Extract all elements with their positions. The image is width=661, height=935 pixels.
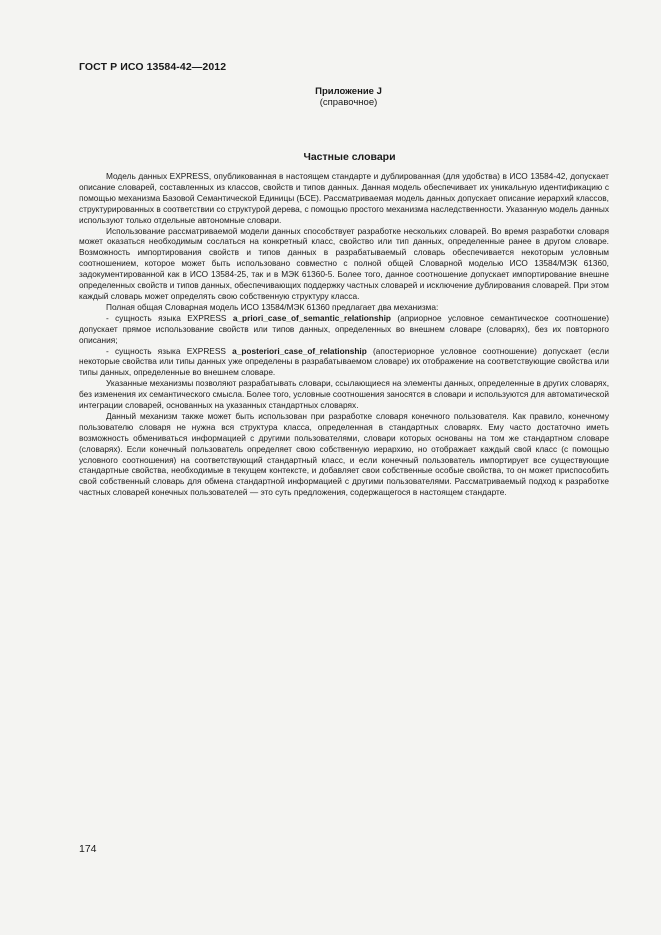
- appendix-title: Приложение J: [315, 86, 382, 97]
- paragraph-3: Полная общая Словарная модель ИСО 13584/МЭК 61360 предлагает два механизма:: [106, 301, 439, 312]
- paragraph-4-rest: (априорное условное семантическое соотношение) допускает прямое использование свойств или типов данных, определенных во внешнем словаре (словарях), без их повторного описания;: [79, 312, 609, 345]
- paragraph-2: Использование рассматриваемой модели данных способствует разработке нескольких словарей. Во время разработки словаря может оказаться необходимым сослаться на конкретный класс, свойство или тип данных, определенные ранее в другом словаре. Возможность импортирования свойств и типов данных в разрабатываемый словарь обеспечивается некоторым условным соотношением, которое может быть использовано совместно с полной общей Словарной моделью ИСО 13584/МЭК 61360, задокументированной как в ИСО 13584-25, так и в МЭК 61360-5. Более того, данное соотношение допускает импортирование внешне определенных свойств и типов данных, обеспечивающих поддержку частных словарей и исключение дублирования словарей. При этом каждый словарь может определять свою собственную структуру класса.: [79, 225, 609, 301]
- section-title: Частные словари: [303, 151, 396, 163]
- paragraph-5: [79, 346, 609, 379]
- page-number: 174: [79, 843, 97, 855]
- paragraph-4-entity: a_priori_case_of_semantic_relationship: [232, 312, 391, 323]
- paragraph-5-entity: a_posteriori_case_of_relationship: [232, 345, 367, 356]
- document-header: ГОСТ Р ИСО 13584-42—2012: [79, 61, 227, 73]
- paragraph-4: [79, 313, 609, 346]
- paragraph-5-lead: - сущность языка EXPRESS: [106, 345, 233, 356]
- paragraph-4-lead: - сущность языка EXPRESS: [106, 312, 233, 323]
- paragraph-7: Данный механизм также может быть использован при разработке словаря конечного пользователя. Как правило, конечному пользователю словаря не нужна вся структура класса, определенная в стандартных словарях. Ему часто достаточно иметь возможность обмениваться информацией с другими пользователями, словари которых основаны на том же стандартном словаре (словарях). Если конечный пользователь определяет свою собственную иерархию, но отображает каждый свой класс (с помощью условного соотношения) на соответствующий стандартный класс, и если конечный пользователь импортирует все существующие стандартные свойства, необходимые в текущем контексте, и добавляет свои собственные особые свойства, то он может приспособить свой собственный словарь для обмена стандартной информацией с другими пользователями. Рассматриваемый подход к разработке частных словарей конечных пользователей — это суть предложения, содержащегося в настоящем стандарте.: [79, 410, 609, 498]
- paragraph-5-rest: (апостериорное условное соотношение) допускает (если некоторые свойства или типы данных уже определены в разрабатываемом словаре) их отображение на соответствующие свойства или типы данных, определенные во внешнем словаре.: [79, 345, 609, 378]
- paragraph-6: Указанные механизмы позволяют разрабатывать словари, ссылающиеся на элементы данных, определенные в других словарях, без изменения их семантического смысла. Более того, условные соотношения заносятся в словари и используются для автоматической интеграции словарей, основанных на указанных стандартных словарях.: [79, 378, 609, 411]
- appendix-heading: [0, 86, 661, 108]
- appendix-subtitle: (справочное): [319, 97, 378, 108]
- body-text: [79, 171, 609, 498]
- paragraph-1: Модель данных EXPRESS, опубликованная в настоящем стандарте и дублированная (для удобства) в ИСО 13584-42, допускает описание словарей, составленных из классов, свойств и типов данных. Данная модель обеспечивает их уникальную идентификацию с помощью механизма Базовой Семантической Единицы (БСЕ). Рассматриваемая модель данных допускает описание иерархий классов, структурированных в соответствии со структурой дерева, с помощью простого механизма наследственности. Указанную модель данных используют только отдельные автономные словари.: [79, 171, 609, 225]
